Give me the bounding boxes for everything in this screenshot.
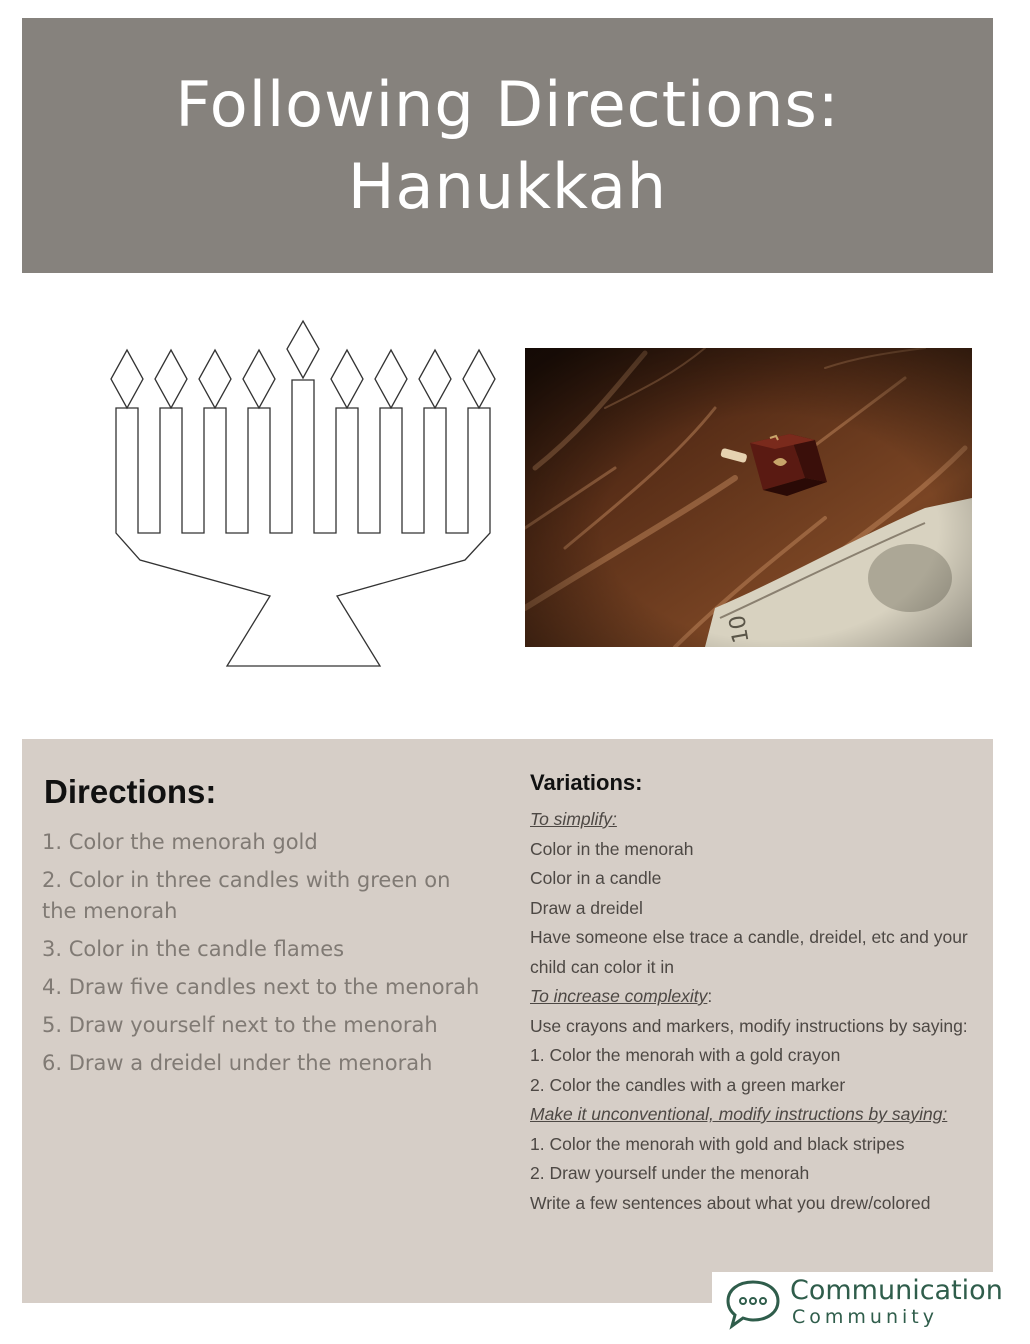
direction-item: 1. Color the menorah gold <box>42 830 318 854</box>
variation-item: 2. Draw yourself under the menorah <box>530 1163 810 1183</box>
complexity-colon: : <box>707 986 713 1006</box>
complexity-heading: To increase complexity <box>530 986 708 1006</box>
communication-community-logo <box>712 1272 1030 1344</box>
unconventional-heading: Make it unconventional, modify instructions by saying: <box>530 1104 948 1124</box>
dreidel-photo <box>525 348 972 647</box>
directions-heading: Directions: <box>44 773 217 810</box>
variation-item: Color in the menorah <box>530 838 694 859</box>
direction-item: 3. Color in the candle flames <box>42 937 345 961</box>
direction-item: 4. Draw five candles next to the menorah <box>42 975 480 999</box>
directions-list <box>42 827 482 1086</box>
direction-item: 6. Draw a dreidel under the menorah <box>42 1051 433 1075</box>
simplify-heading: To simplify: <box>530 809 617 829</box>
complexity-heading-line <box>530 982 980 1012</box>
menorah-outline-icon <box>108 318 498 670</box>
page-title-line1: Following Directions: <box>175 67 840 141</box>
variation-item: child can color it in <box>530 956 674 977</box>
variation-item: Have someone else trace a candle, dreidel, etc and your <box>530 927 968 947</box>
variation-item: 1. Color the menorah with gold and black stripes <box>530 1133 905 1154</box>
variation-item: 1. Color the menorah with a gold crayon <box>530 1045 841 1065</box>
logo-text-line1: Communication <box>790 1275 1003 1306</box>
variations-heading: Variations: <box>530 770 643 795</box>
page-title-line2: Hanukkah <box>347 149 668 223</box>
variations-column <box>530 769 980 1218</box>
directions-panel <box>22 739 993 1303</box>
variation-item: Write a few sentences about what you drew/colored <box>530 1192 931 1213</box>
speech-bubble-icon <box>724 1278 782 1332</box>
variation-item: Color in a candle <box>530 868 662 888</box>
variation-item: Use crayons and markers, modify instructions by saying: <box>530 1015 968 1036</box>
logo-text-line2: Community <box>792 1306 938 1328</box>
direction-item: 5. Draw yourself next to the menorah <box>42 1013 438 1037</box>
direction-item: 2. Color in three candles with green on the menorah <box>42 868 451 923</box>
title-banner <box>22 18 993 273</box>
variation-item: 2. Color the candles with a green marker <box>530 1074 846 1095</box>
variation-item: Draw a dreidel <box>530 897 643 918</box>
